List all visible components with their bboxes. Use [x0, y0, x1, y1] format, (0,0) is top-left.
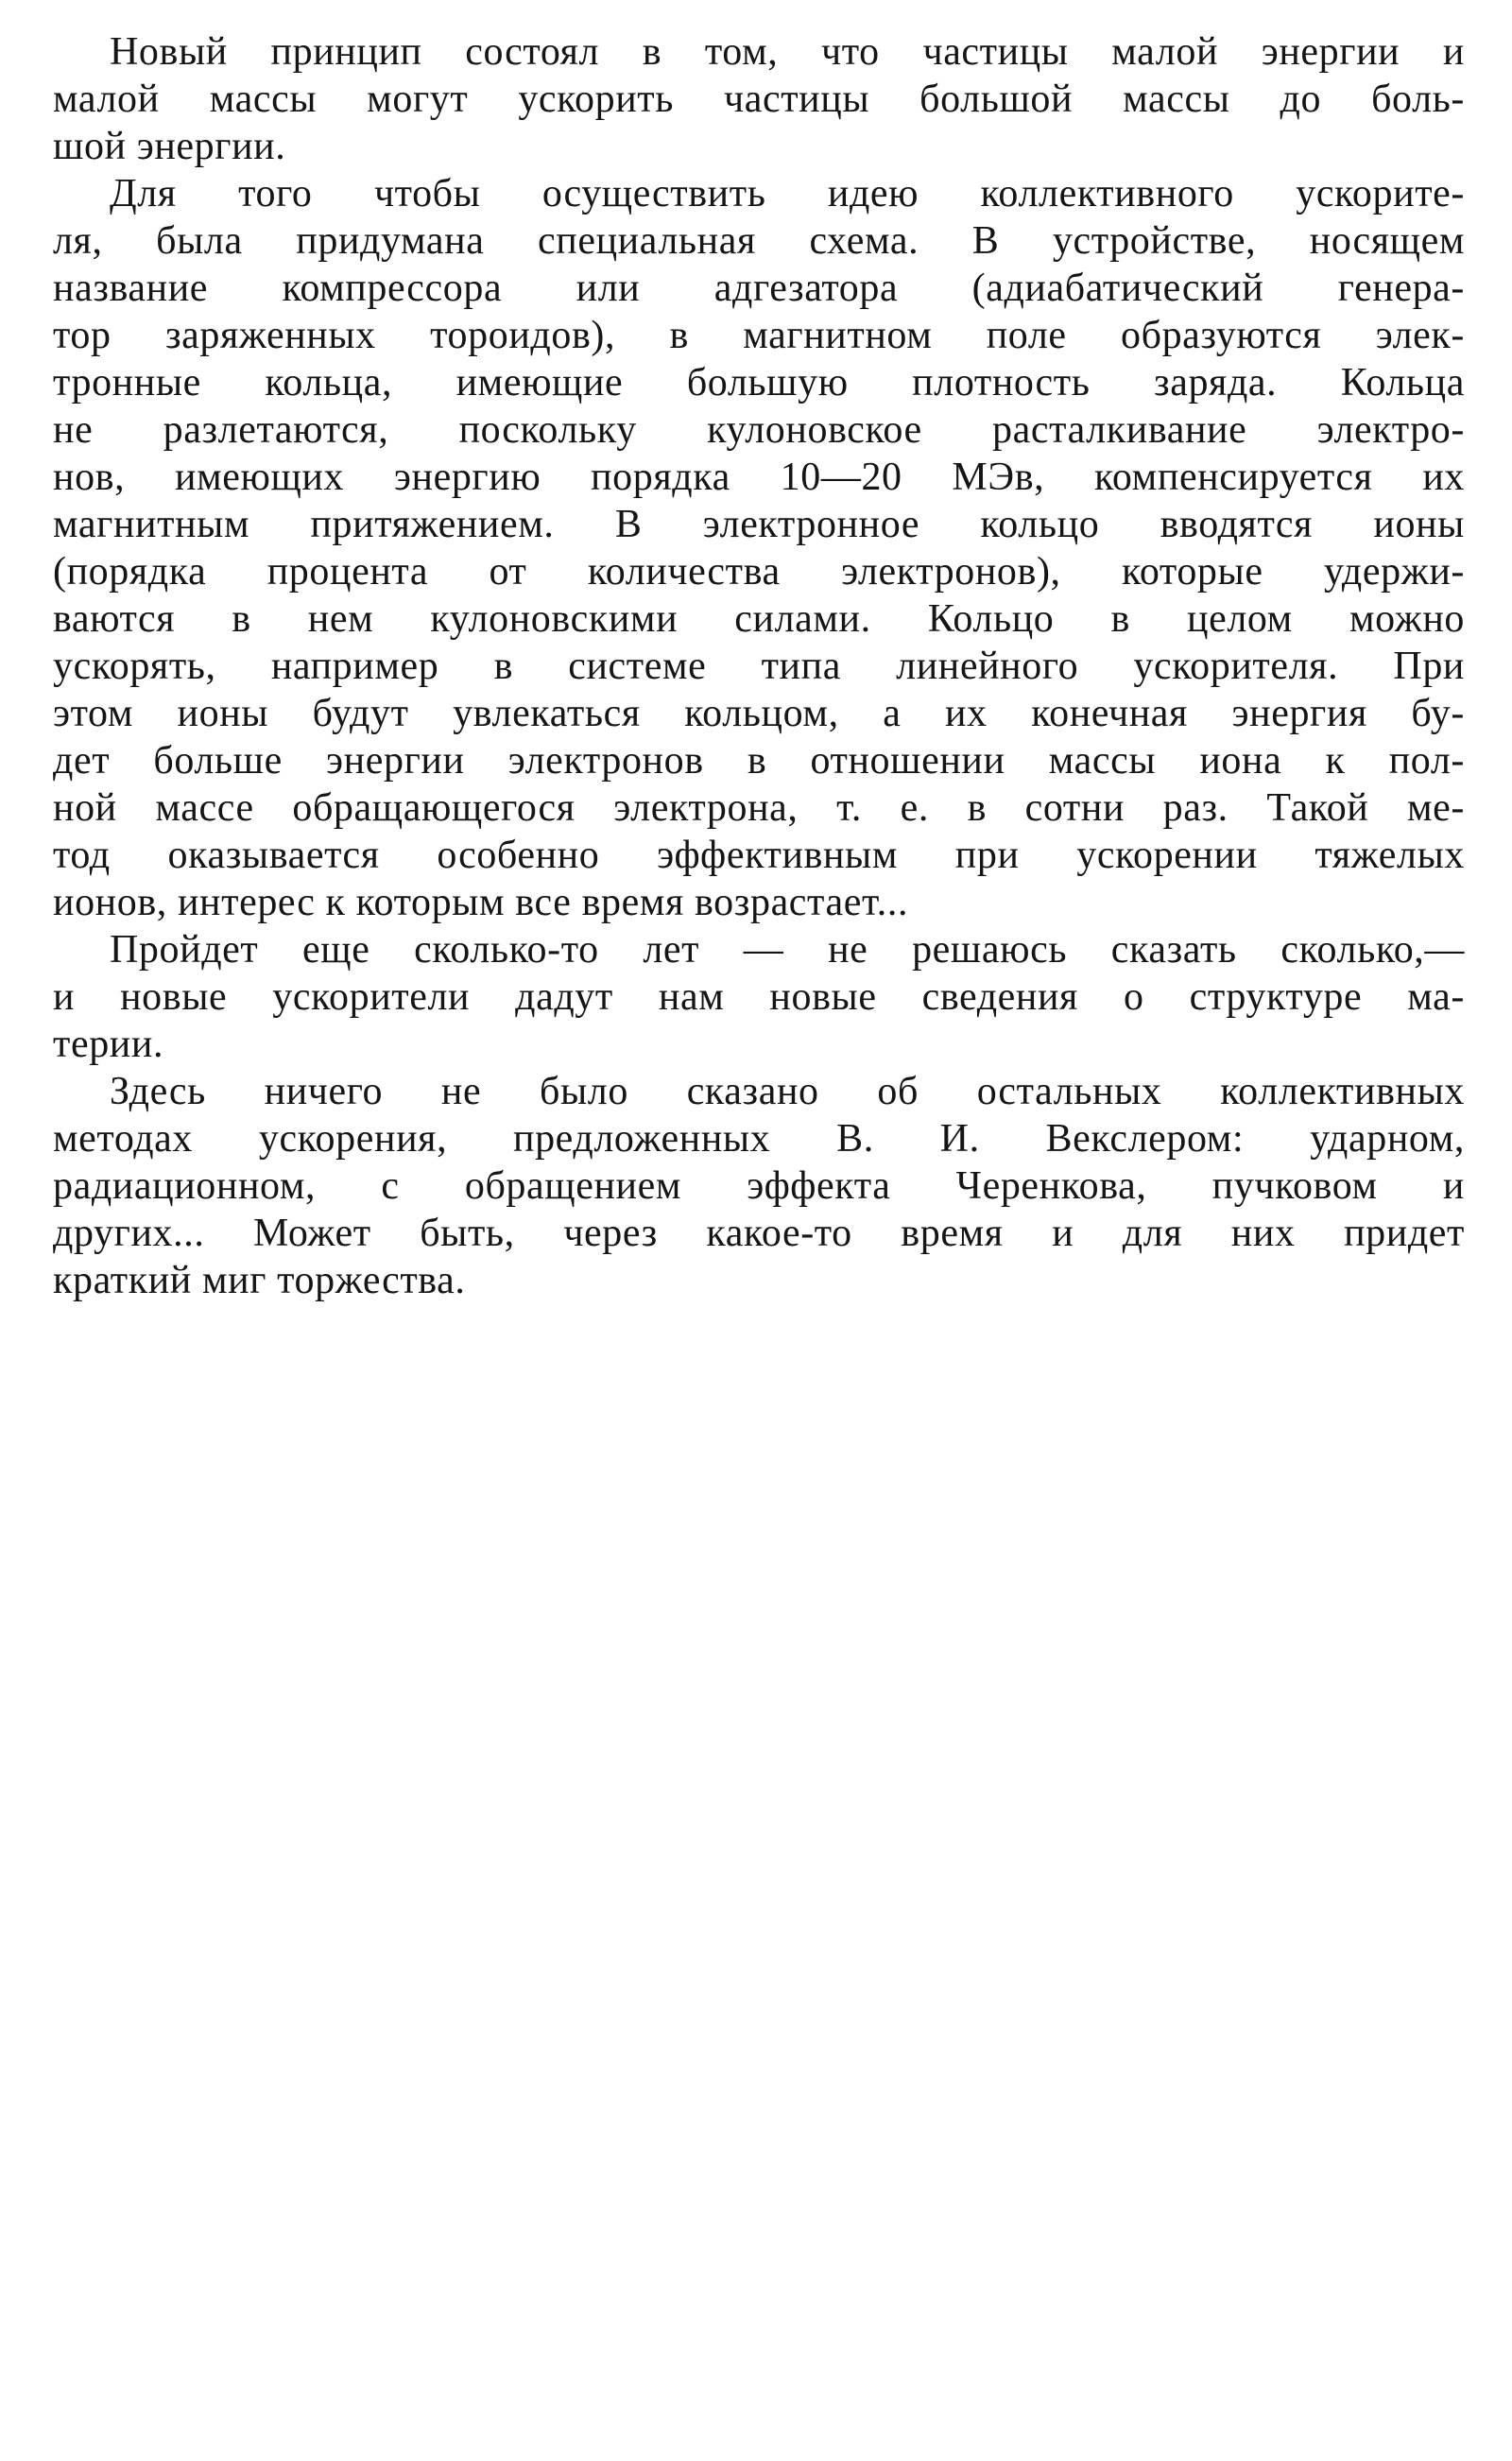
- paragraph-line: тод оказывается особенно эффективным при ускорении тяжелых: [53, 834, 1465, 877]
- paragraph-line: радиационном, с обращением эффекта Черенкова, пучковом и: [53, 1164, 1465, 1208]
- paragraph-line: название компрессора или адгезатора (адиабатический генера-: [53, 267, 1465, 310]
- paragraph-line: ускорять, например в системе типа линейного ускорителя. При: [53, 645, 1465, 688]
- paragraph-line: ионов, интерес к которым все время возрастает...: [53, 881, 909, 924]
- paragraph-line: Для того чтобы осуществить идею коллективного ускорите-: [110, 172, 1465, 215]
- paragraph-line: не разлетаются, поскольку кулоновское расталкивание электро-: [53, 408, 1465, 452]
- paragraph-line: (порядка процента от количества электронов), которые удержи-: [53, 550, 1465, 594]
- paragraph-line: Пройдет еще сколько-то лет — не решаюсь сказать сколько,—: [110, 928, 1465, 972]
- paragraph-line: дет больше энергии электронов в отношении массы иона к пол-: [53, 739, 1465, 783]
- paragraph-line: тор заряженных тороидов), в магнитном поле образуются элек-: [53, 314, 1465, 357]
- paragraph-line: ля, была придумана специальная схема. В устройстве, носящем: [53, 219, 1465, 263]
- paragraph-line: магнитным притяжением. В электронное кольцо вводятся ионы: [53, 503, 1465, 546]
- paragraph-line: краткий миг торжества.: [53, 1259, 466, 1302]
- paragraph-line: малой массы могут ускорить частицы большой массы до боль-: [53, 77, 1465, 121]
- paragraph-line: методах ускорения, предложенных В. И. Векслером: ударном,: [53, 1117, 1465, 1161]
- paragraph-line: и новые ускорители дадут нам новые сведения о структуре ма-: [53, 975, 1465, 1019]
- paragraph-line: нов, имеющих энергию порядка 10—20 МЭв, компенсируется их: [53, 456, 1465, 499]
- text-body: [53, 28, 1465, 1304]
- paragraph-line: терии.: [53, 1023, 164, 1066]
- paragraph-line: тронные кольца, имеющие большую плотность заряда. Кольца: [53, 361, 1465, 404]
- paragraph-line: Новый принцип состоял в том, что частицы малой энергии и: [110, 30, 1465, 74]
- paragraph-line: Здесь ничего не было сказано об остальных коллективных: [110, 1070, 1465, 1113]
- paragraph-line: ной массе обращающегося электрона, т. е. в сотни раз. Такой ме-: [53, 786, 1465, 830]
- paragraph-line: ваются в нем кулоновскими силами. Кольцо в целом можно: [53, 597, 1465, 641]
- paragraph-line: других... Может быть, через какое-то время и для них придет: [53, 1212, 1465, 1255]
- paragraph-line: шой энергии.: [53, 125, 286, 168]
- paragraph-line: этом ионы будут увлекаться кольцом, а их конечная энергия бу-: [53, 692, 1465, 735]
